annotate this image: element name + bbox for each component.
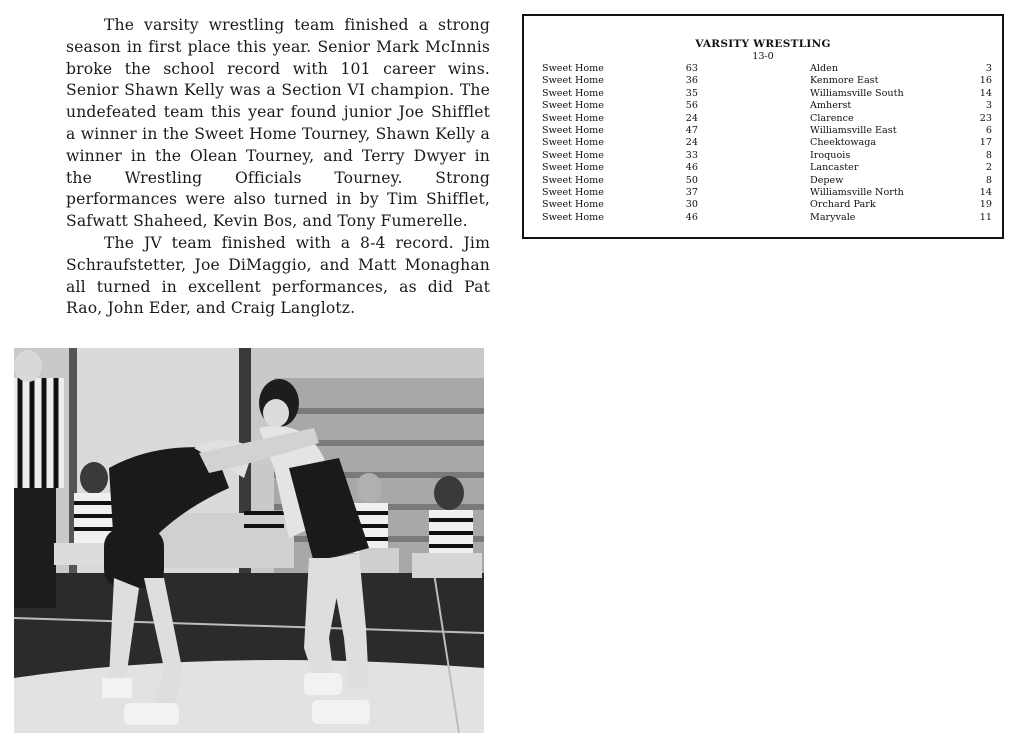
- opponent-name: Clarence: [810, 112, 854, 124]
- result-row: [524, 199, 1002, 211]
- opponent-name: Maryvale: [810, 211, 856, 223]
- opponent-score: 6: [985, 124, 992, 136]
- article-paragraph-jv: The JV team finished with a 8-4 record. Jim Schraufstetter, Joe DiMaggio, and Matt Monaghan all turned in excellent performances, as did Pat Rao, John Eder, and Craig Langlotz.: [66, 233, 490, 318]
- home-score: 35: [685, 87, 698, 99]
- home-team: Sweet Home: [542, 63, 604, 74]
- home-team: Sweet Home: [542, 186, 604, 198]
- opponent-name: Alden: [810, 63, 838, 74]
- opponent-name: Lancaster: [810, 162, 859, 174]
- result-row: [524, 88, 1002, 100]
- opponent-score: 14: [979, 87, 992, 99]
- results-title: VARSITY WRESTLING: [695, 38, 831, 50]
- home-score: 63: [685, 63, 698, 74]
- article-text: [66, 15, 490, 320]
- result-row: [524, 63, 1002, 75]
- result-row: [524, 100, 1002, 112]
- opponent-score: 16: [979, 75, 992, 87]
- result-row: [524, 162, 1002, 174]
- result-row: [524, 75, 1002, 87]
- results-rows: [524, 63, 1002, 224]
- result-row: [524, 187, 1002, 199]
- home-team: Sweet Home: [542, 137, 604, 149]
- opponent-score: 8: [985, 149, 992, 161]
- home-team: Sweet Home: [542, 100, 604, 112]
- home-team: Sweet Home: [542, 211, 604, 223]
- article-paragraph-varsity: The varsity wrestling team finished a strong season in first place this year. Senior Mark McInnis broke the school record with 101 career wins. Senior Shawn Kelly was a Section VI champion. The undefeated team this year found junior Joe Shifflet a winner in the Sweet Home Tourney, Shawn Kelly a winner in the Olean Tourney, and Terry Dwyer in the Wrestling Officials Tourney. Strong performances were also turned in by Tim Shifflet, Safwatt Shaheed, Kevin Bos, and Tony Fumerelle.: [66, 16, 490, 231]
- home-team: Sweet Home: [542, 162, 604, 174]
- result-row: [524, 137, 1002, 149]
- home-score: 47: [685, 124, 698, 136]
- opponent-score: 8: [985, 174, 992, 186]
- home-team: Sweet Home: [542, 124, 604, 136]
- home-team: Sweet Home: [542, 174, 604, 186]
- home-team: Sweet Home: [542, 75, 604, 87]
- home-score: 36: [685, 75, 698, 87]
- opponent-score: 17: [979, 137, 992, 149]
- opponent-name: Williamsville South: [810, 87, 904, 99]
- result-row: [524, 212, 1002, 224]
- results-record: 13-0: [752, 51, 774, 62]
- opponent-score: 14: [979, 186, 992, 198]
- opponent-score: 3: [985, 63, 992, 74]
- home-score: 24: [685, 137, 698, 149]
- home-score: 46: [685, 162, 698, 174]
- home-score: 30: [685, 199, 698, 211]
- opponent-name: Williamsville East: [810, 124, 897, 136]
- results-box: [522, 14, 1004, 239]
- opponent-name: Amherst: [810, 100, 852, 112]
- opponent-name: Iroquois: [810, 149, 851, 161]
- home-team: Sweet Home: [542, 199, 604, 211]
- home-score: 56: [685, 100, 698, 112]
- opponent-name: Williamsville North: [810, 186, 904, 198]
- result-row: [524, 175, 1002, 187]
- opponent-name: Orchard Park: [810, 199, 876, 211]
- opponent-score: 19: [979, 199, 992, 211]
- opponent-score: 11: [979, 211, 992, 223]
- opponent-name: Depew: [810, 174, 844, 186]
- result-row: [524, 125, 1002, 137]
- opponent-score: 2: [985, 162, 992, 174]
- opponent-name: Kenmore East: [810, 75, 879, 87]
- result-row: [524, 113, 1002, 125]
- opponent-score: 3: [985, 100, 992, 112]
- home-score: 37: [685, 186, 698, 198]
- home-team: Sweet Home: [542, 112, 604, 124]
- result-row: [524, 150, 1002, 162]
- home-score: 50: [685, 174, 698, 186]
- home-score: 46: [685, 211, 698, 223]
- home-score: 33: [685, 149, 698, 161]
- opponent-name: Cheektowaga: [810, 137, 877, 149]
- home-team: Sweet Home: [542, 149, 604, 161]
- home-score: 24: [685, 112, 698, 124]
- opponent-score: 23: [979, 112, 992, 124]
- home-team: Sweet Home: [542, 87, 604, 99]
- wrestling-photo: [14, 348, 484, 733]
